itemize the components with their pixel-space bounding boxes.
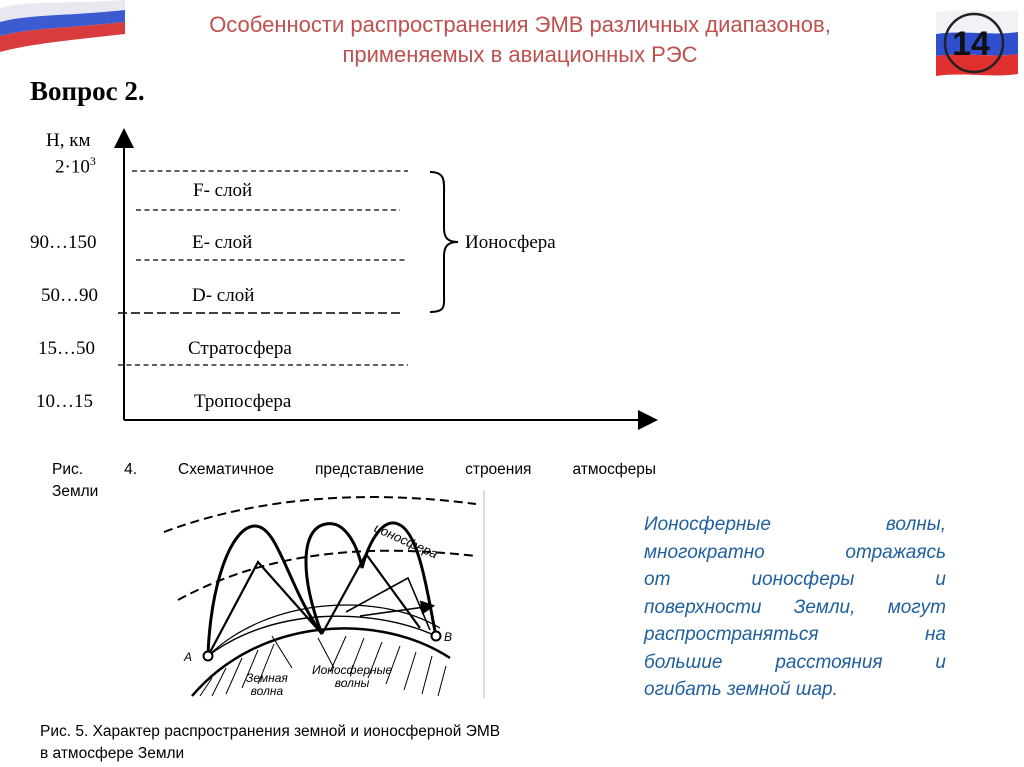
title-line-1: Особенности распространения ЭМВ различных диапазонов, bbox=[209, 12, 831, 37]
layer-name-stratosphere: Стратосфера bbox=[188, 338, 292, 359]
note-line: распространяться на bbox=[644, 624, 946, 645]
note-line: Ионосферные волны, bbox=[644, 514, 946, 535]
ground-wave-label bbox=[246, 672, 288, 698]
russian-flag-ribbon-icon bbox=[0, 0, 130, 60]
ionospheric-waves-label-line-2: волны bbox=[334, 676, 370, 690]
ionospheric-reflection-path bbox=[322, 554, 420, 634]
layer-name-troposphere: Тропосфера bbox=[194, 391, 292, 412]
figure-4-caption-line-1: Рис. 4. Схематичное представление строения атмосферы bbox=[52, 461, 656, 478]
ground-wave-label-line-1: Земная bbox=[246, 671, 288, 685]
note-line: большие расстояния и bbox=[644, 651, 946, 673]
ground-wave-label-line-2: волна bbox=[250, 684, 284, 698]
atmosphere-structure-diagram bbox=[0, 120, 670, 430]
note-line: от ионосферы и bbox=[644, 569, 946, 590]
slide-number: 14 bbox=[952, 25, 990, 63]
leader-line bbox=[272, 636, 292, 668]
figure-5-caption-line-2: в атмосфере Земли bbox=[40, 745, 185, 762]
figure-5-caption-line-1: Рис. 5. Характер распространения земной и ионосферной ЭМВ bbox=[40, 723, 501, 740]
ionospheric-waves-label bbox=[312, 664, 392, 690]
layer-height-stratosphere: 15…50 bbox=[38, 338, 95, 359]
layer-name-d: D- слой bbox=[192, 285, 255, 306]
ionosphere-curve-label: ионосфера bbox=[371, 520, 441, 562]
layer-height-e: 90…150 bbox=[30, 232, 97, 253]
layer-height-d: 50…90 bbox=[41, 285, 98, 306]
layer-name-f: F- слой bbox=[193, 180, 253, 201]
top-height-exponent: 3 bbox=[89, 154, 96, 168]
ionosphere-brace bbox=[430, 172, 458, 312]
ionosphere-label: Ионосфера bbox=[465, 232, 556, 253]
y-axis-label: H, км bbox=[46, 130, 91, 151]
point-b-label: B bbox=[444, 630, 453, 644]
point-b bbox=[432, 632, 441, 641]
page-title bbox=[120, 10, 920, 70]
question-heading: Вопрос 2. bbox=[30, 76, 145, 106]
figure-4-caption-line-2: Земли bbox=[52, 483, 99, 500]
note-line: поверхности Земли, могут bbox=[644, 596, 946, 618]
note-line: многократно отражаясь bbox=[644, 541, 946, 563]
layer-height-troposphere: 10…15 bbox=[36, 391, 93, 412]
layer-name-e: E- слой bbox=[192, 232, 253, 253]
title-line-2: применяемых в авиационных РЭС bbox=[342, 42, 698, 67]
ionospheric-wave-path bbox=[208, 526, 322, 656]
top-height-base: 2·10 bbox=[55, 156, 90, 178]
point-a bbox=[204, 652, 213, 661]
point-a-label: A bbox=[184, 650, 193, 664]
explanation-note bbox=[644, 511, 946, 704]
note-line: огибать земной шар. bbox=[644, 679, 838, 700]
top-height-value bbox=[55, 154, 96, 178]
ionospheric-waves-label-line-1: Ионосферные bbox=[312, 663, 393, 677]
